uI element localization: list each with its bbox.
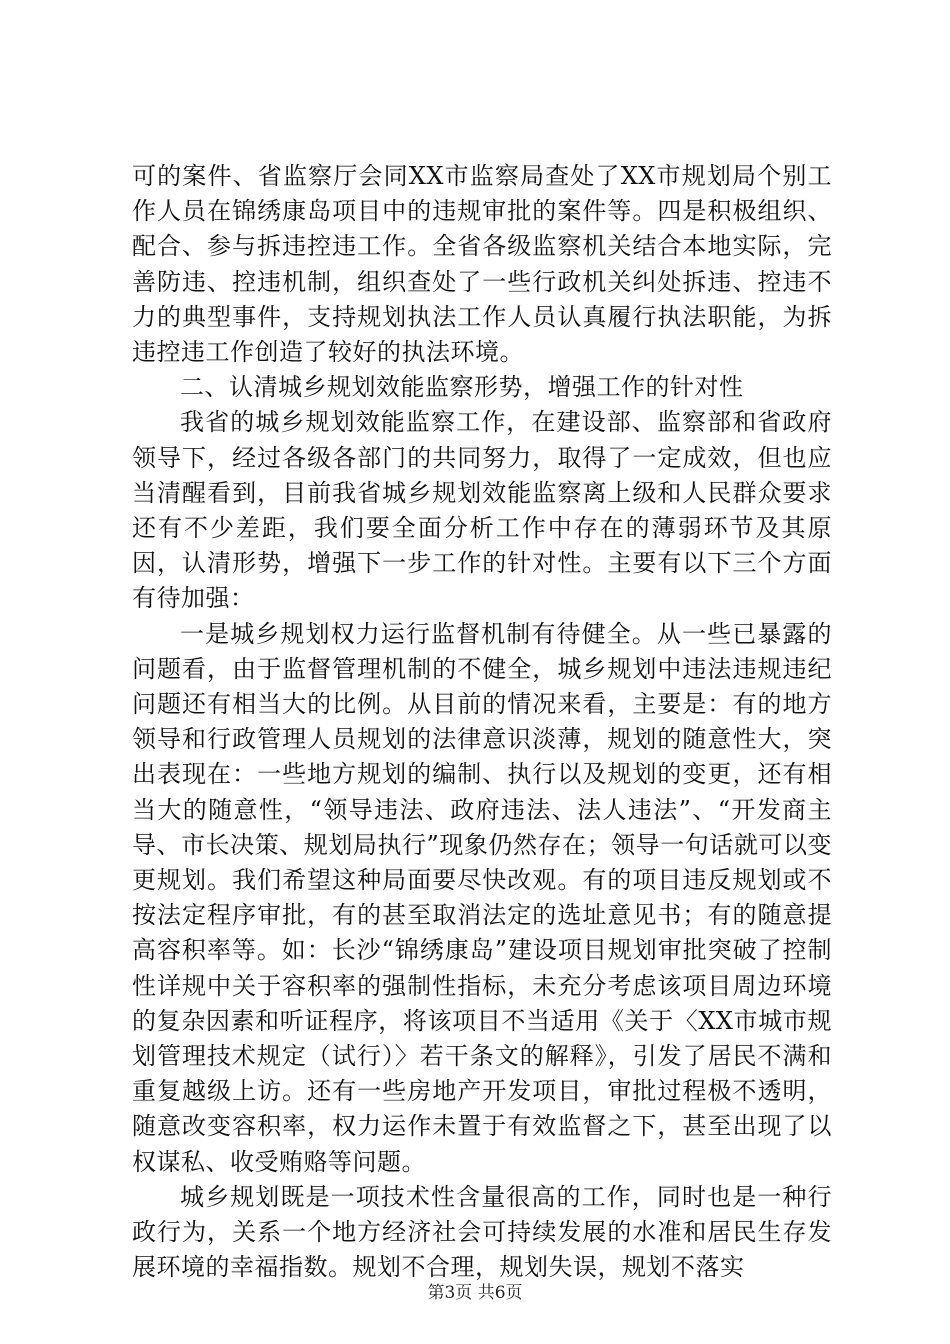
paragraph-3: 一是城乡规划权力运行监督机制有待健全。从一些已暴露的问题看，由于监督管理机制的不健全，城乡规划中违法违规违纪问题还有相当大的比例。从目前的情况来看，主要是：有的地方领导和行政管理人员规划的法律意识淡薄，规划的随意性大，突出表现在：一些地方规划的编制、执行以及规划的变更，还有相当大的随意性，“领导违法、政府违法、法人违法”、“开发商主导、市长决策、规划局执行”现象仍然存在；领导一句话就可以变更规划。我们希望这种局面要尽快改观。有的项目违反规划或不按法定程序审批，有的甚至取消法定的选址意见书；有的随意提高容积率等。如：长沙“锦绣康岛”建设项目规划审批突破了控制性详规中关于容积率的强制性指标，未充分考虑该项目周边环境的复杂因素和听证程序，将该项目不当适用《关于〈XX市城市规划管理技术规定（试行）〉若干条文的解释》，引发了居民不满和重复越级上访。还有一些房地产开发项目，审批过程极不透明，随意改变容积率，权力运作未置于有效监督之下，甚至出现了以权谋私、收受贿赂等问题。: [132, 619, 832, 1176]
paragraph-2: 我省的城乡规划效能监察工作，在建设部、监察部和省政府领导下，经过各级各部门的共同努力，取得了一定成效，但也应当清醒看到，目前我省城乡规划效能监察离上级和人民群众要求还有不少差距，我们要全面分析工作中存在的薄弱环节及其原因，认清形势，增强下一步工作的针对性。主要有以下三个方面有待加强：: [132, 408, 832, 613]
section-heading: 二、认清城乡规划效能监察形势，增强工作的针对性: [180, 373, 744, 402]
paragraph-1: 可的案件、省监察厅会同XX市监察局查处了XX市规划局个别工作人员在锦绣康岛项目中的违规审批的案件等。四是积极组织、配合、参与拆违控违工作。全省各级监察机关结合本地实际，完善防违、控违机制，组织查处了一些行政机关纠处拆违、控违不力的典型事件，支持规划执法工作人员认真履行执法职能，为拆违控违工作创造了较好的执法环境。: [132, 162, 832, 367]
document-body: [132, 159, 832, 1286]
paragraph-4: 城乡规划既是一项技术性含量很高的工作，同时也是一种行政行为，关系一个地方经济社会可持续发展的水准和居民生存发展环境的幸福指数。规划不合理，规划失误，规划不落实: [132, 1182, 832, 1282]
page-footer: 第3页 共6页: [427, 1283, 523, 1303]
